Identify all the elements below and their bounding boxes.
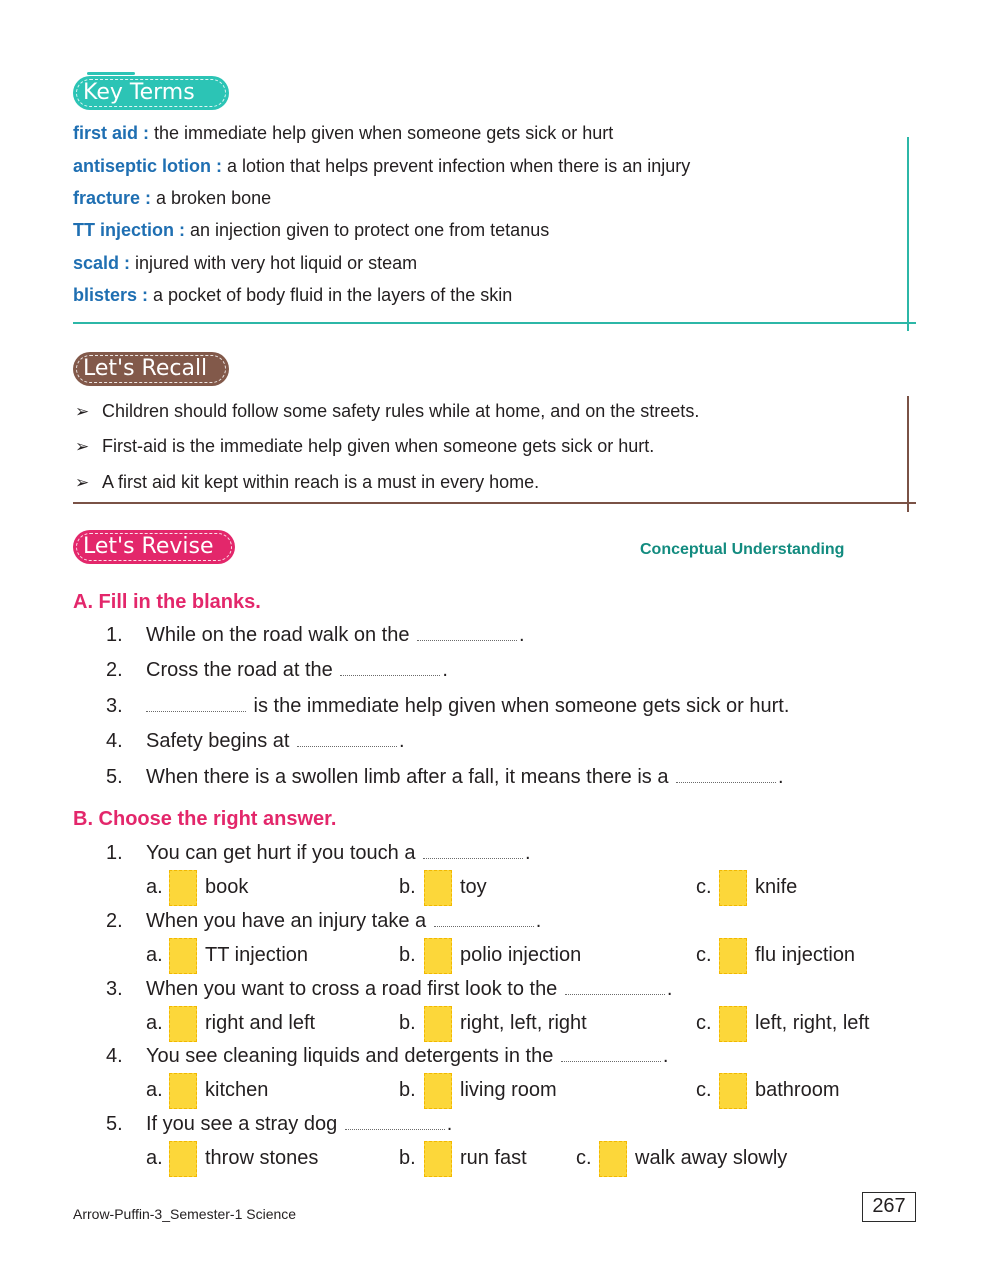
fill-blank-question	[146, 658, 448, 682]
option-checkbox[interactable]	[169, 870, 197, 906]
option-letter: b.	[399, 1147, 416, 1169]
question-number: 1.	[106, 842, 123, 864]
answer-blank[interactable]	[146, 697, 246, 712]
option-letter: a.	[146, 1012, 163, 1034]
key-term-definition: the immediate help given when someone gets sick or hurt	[149, 123, 614, 143]
option-text: toy	[460, 876, 487, 898]
mcq-question	[146, 1044, 668, 1068]
option-letter: b.	[399, 1012, 416, 1034]
key-term-row	[73, 219, 549, 241]
key-term: first aid :	[73, 123, 150, 143]
option-checkbox[interactable]	[169, 1006, 197, 1042]
key-term-definition: a broken bone	[151, 188, 272, 208]
question-text: When you want to cross a road first look to the	[146, 978, 563, 1000]
answer-blank[interactable]	[561, 1047, 661, 1062]
option-letter: c.	[696, 1079, 712, 1101]
key-term-definition: an injection given to protect one from tetanus	[185, 220, 550, 240]
option-text: polio injection	[460, 944, 582, 966]
answer-blank[interactable]	[340, 661, 440, 676]
mcq-question	[146, 909, 541, 933]
question-text-end: .	[398, 730, 405, 752]
question-text: You see cleaning liquids and detergents in the	[146, 1045, 559, 1067]
option-letter: c.	[576, 1147, 592, 1169]
mcq-question	[146, 841, 531, 865]
key-term-row	[73, 122, 613, 144]
question-number: 4.	[106, 1045, 123, 1067]
answer-blank[interactable]	[417, 626, 517, 641]
question-text: You can get hurt if you touch a	[146, 842, 422, 864]
recall-divider	[73, 502, 916, 504]
option-checkbox[interactable]	[169, 938, 197, 974]
option-checkbox[interactable]	[424, 870, 452, 906]
key-terms-tab	[73, 76, 229, 110]
recall-side-rule	[907, 396, 909, 512]
option-checkbox[interactable]	[424, 938, 452, 974]
fill-blank-question	[146, 694, 789, 718]
fill-blank-question	[146, 729, 405, 753]
question-text-end: is the immediate help given when someone gets sick or hurt.	[248, 695, 790, 717]
key-term-row	[73, 284, 512, 306]
key-terms-title: Key Terms	[83, 80, 195, 105]
option-letter: b.	[399, 1079, 416, 1101]
option-checkbox[interactable]	[424, 1073, 452, 1109]
option-checkbox[interactable]	[719, 938, 747, 974]
option-checkbox[interactable]	[719, 870, 747, 906]
option-checkbox[interactable]	[599, 1141, 627, 1177]
page-number: 267	[862, 1192, 916, 1222]
recall-item	[75, 471, 539, 494]
option-text: book	[205, 876, 249, 898]
question-number: 5.	[106, 766, 123, 788]
question-text-end: .	[535, 910, 542, 932]
section-b-heading: B. Choose the right answer.	[73, 808, 337, 830]
option-text: knife	[755, 876, 798, 898]
option-text: run fast	[460, 1147, 527, 1169]
question-text-end: .	[662, 1045, 669, 1067]
category-label: Conceptual Understanding	[640, 541, 845, 558]
mcq-question	[146, 1112, 452, 1136]
question-text-end: .	[666, 978, 673, 1000]
question-text-end: .	[778, 766, 784, 788]
option-checkbox[interactable]	[169, 1073, 197, 1109]
option-text: kitchen	[205, 1079, 269, 1101]
revise-tab	[73, 530, 235, 564]
question-number: 5.	[106, 1113, 123, 1135]
option-text: right and left	[205, 1012, 316, 1034]
question-text: Cross the road at the	[146, 659, 339, 681]
question-number: 4.	[106, 730, 123, 752]
key-term: TT injection :	[73, 220, 185, 240]
key-term-definition: a lotion that helps prevent infection when there is an injury	[222, 156, 691, 176]
key-term-row	[73, 187, 271, 209]
question-text-end: .	[525, 842, 531, 864]
recall-tab	[73, 352, 229, 386]
recall-item	[75, 400, 699, 423]
recall-item-text: A first aid kit kept within reach is a must in every home.	[102, 472, 540, 492]
key-term: antiseptic lotion :	[73, 156, 223, 176]
question-text: Safety begins at	[146, 730, 295, 752]
option-text: living room	[460, 1079, 557, 1101]
answer-blank[interactable]	[434, 912, 534, 927]
option-letter: c.	[696, 876, 712, 898]
recall-title: Let's Recall	[83, 356, 208, 381]
question-number: 2.	[106, 910, 123, 932]
option-text: bathroom	[755, 1079, 840, 1101]
question-text: While on the road walk on the	[146, 624, 416, 646]
book-title-footer: Arrow-Puffin-3_Semester-1 Science	[73, 1206, 297, 1222]
option-checkbox[interactable]	[719, 1006, 747, 1042]
question-number: 2.	[106, 659, 123, 681]
option-text: right, left, right	[460, 1012, 587, 1034]
question-text-end: .	[442, 659, 448, 681]
question-text: If you see a stray dog	[146, 1113, 343, 1135]
option-checkbox[interactable]	[424, 1006, 452, 1042]
answer-blank[interactable]	[423, 844, 523, 859]
question-number: 1.	[106, 624, 123, 646]
answer-blank[interactable]	[297, 732, 397, 747]
question-text: When you have an injury take a	[146, 910, 432, 932]
option-letter: a.	[146, 1147, 163, 1169]
option-letter: a.	[146, 944, 163, 966]
arrow-bullet-icon: ➢	[75, 437, 90, 456]
recall-item-text: First-aid is the immediate help given when someone gets sick or hurt.	[102, 436, 655, 456]
option-checkbox[interactable]	[169, 1141, 197, 1177]
question-number: 3.	[106, 695, 123, 717]
revise-title: Let's Revise	[83, 534, 214, 559]
key-term-definition: a pocket of body fluid in the layers of the skin	[148, 285, 513, 305]
key-term-row	[73, 252, 417, 274]
key-terms-divider	[73, 322, 916, 324]
section-a-heading: A. Fill in the blanks.	[73, 591, 261, 613]
fill-blank-question	[146, 623, 525, 647]
option-text: left, right, left	[755, 1012, 870, 1034]
key-terms-side-rule	[907, 137, 909, 331]
option-text: flu injection	[755, 944, 856, 966]
question-text-end: .	[519, 624, 525, 646]
option-letter: b.	[399, 876, 416, 898]
option-letter: a.	[146, 876, 163, 898]
answer-blank[interactable]	[676, 768, 776, 783]
key-term: blisters :	[73, 285, 149, 305]
option-checkbox[interactable]	[424, 1141, 452, 1177]
option-checkbox[interactable]	[719, 1073, 747, 1109]
option-text: throw stones	[205, 1147, 319, 1169]
question-text-end: .	[446, 1113, 453, 1135]
recall-item-text: Children should follow some safety rules while at home, and on the streets.	[102, 401, 700, 421]
option-text: TT injection	[205, 944, 309, 966]
option-letter: c.	[696, 1012, 712, 1034]
option-text: walk away slowly	[635, 1147, 788, 1169]
recall-item	[75, 435, 654, 458]
key-term: scald :	[73, 253, 131, 273]
arrow-bullet-icon: ➢	[75, 402, 90, 421]
answer-blank[interactable]	[565, 980, 665, 995]
answer-blank[interactable]	[345, 1115, 445, 1130]
key-term-definition: injured with very hot liquid or steam	[130, 253, 418, 273]
question-number: 3.	[106, 978, 123, 1000]
tab-accent-bar	[87, 72, 135, 75]
option-letter: c.	[696, 944, 712, 966]
mcq-question	[146, 977, 672, 1001]
fill-blank-question	[146, 765, 784, 789]
question-text: When there is a swollen limb after a fall, it means there is a	[146, 766, 675, 788]
key-term-row	[73, 155, 690, 177]
option-letter: b.	[399, 944, 416, 966]
option-letter: a.	[146, 1079, 163, 1101]
arrow-bullet-icon: ➢	[75, 473, 90, 492]
key-term: fracture :	[73, 188, 152, 208]
